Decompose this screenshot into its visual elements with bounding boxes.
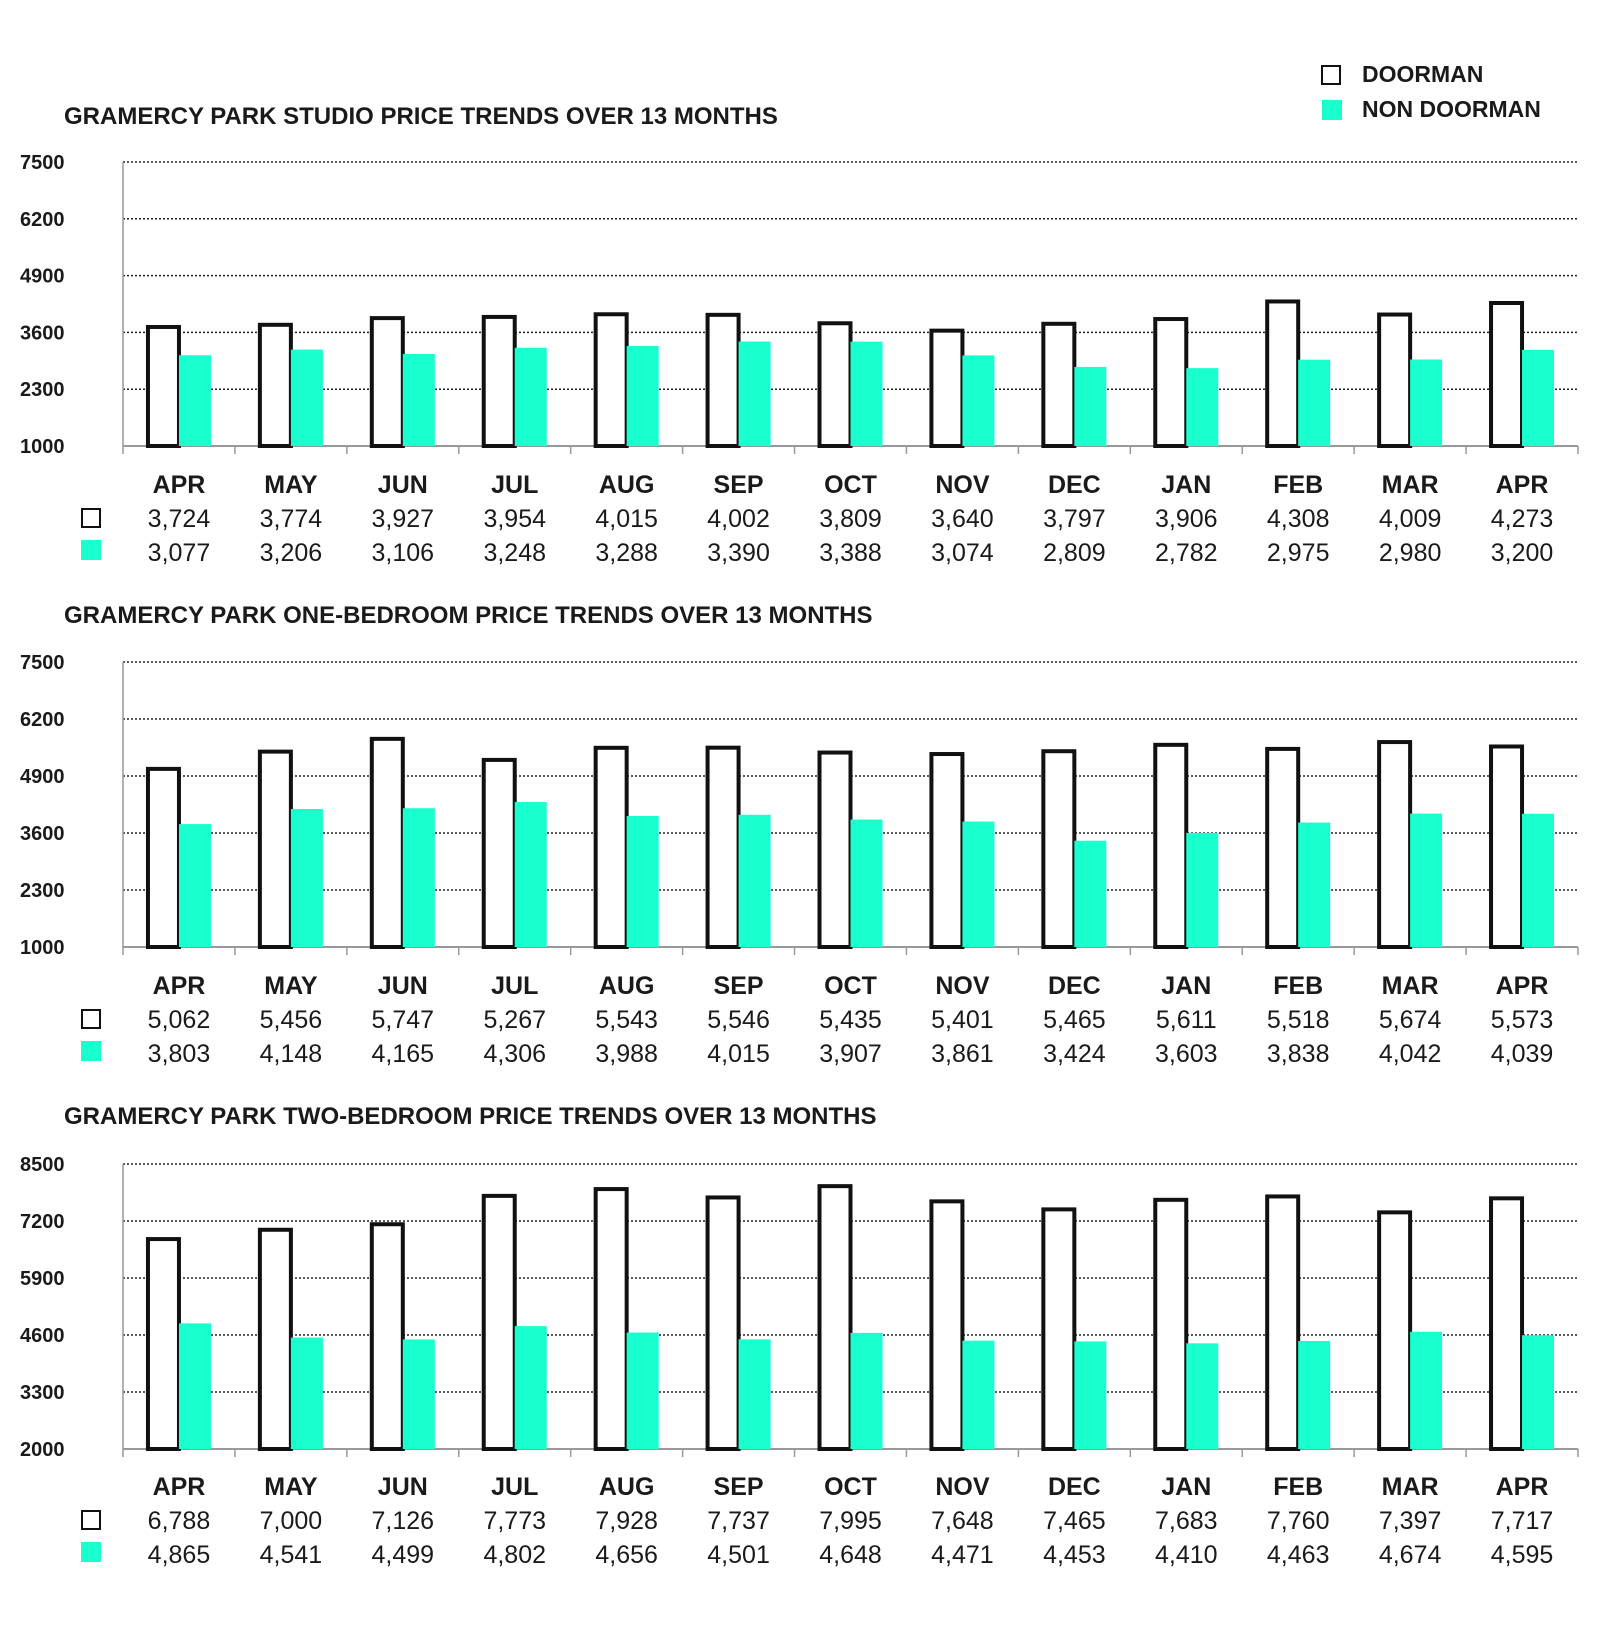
bar-non-doorman [515, 802, 547, 947]
x-category-label: MAR [1381, 1473, 1439, 1501]
value-label-non-doorman: 3,200 [1490, 539, 1554, 567]
value-label-doorman: 7,995 [819, 1507, 882, 1535]
value-label-non-doorman: 2,782 [1154, 539, 1218, 567]
value-label-doorman: 7,000 [259, 1507, 323, 1535]
value-label-non-doorman: 3,248 [483, 539, 547, 567]
bar-non-doorman [739, 342, 771, 446]
x-category-label: AUG [598, 1473, 655, 1501]
value-label-doorman: 5,543 [595, 1006, 658, 1034]
y-tick-label: 6200 [20, 709, 65, 731]
value-label-non-doorman: 4,453 [1043, 1541, 1106, 1569]
bar-non-doorman [1074, 1341, 1106, 1449]
value-label-doorman: 3,954 [483, 505, 547, 533]
y-tick-label: 2000 [20, 1439, 65, 1461]
chart-panel-2 [20, 602, 1578, 1068]
value-label-non-doorman: 3,390 [707, 539, 770, 567]
value-label-doorman: 7,465 [1043, 1507, 1106, 1535]
value-label-doorman: 4,002 [707, 505, 770, 533]
value-label-non-doorman: 3,206 [259, 539, 323, 567]
bar-doorman [1267, 1196, 1298, 1449]
value-label-doorman: 5,546 [707, 1006, 770, 1034]
x-category-label: SEP [713, 471, 764, 499]
row-marker-doorman [82, 1511, 100, 1529]
bar-doorman [708, 1197, 739, 1449]
bar-non-doorman [403, 1339, 435, 1449]
y-tick-label: 4900 [20, 265, 65, 288]
x-category-label: SEP [713, 1473, 764, 1501]
row-marker-non-doorman [81, 540, 101, 560]
bar-doorman [931, 1201, 962, 1449]
y-tick-label: 7200 [20, 1211, 65, 1233]
x-category-label: APR [152, 1473, 206, 1501]
x-category-label: JUL [491, 471, 539, 499]
value-label-doorman: 4,015 [595, 505, 658, 533]
y-tick-label: 7500 [20, 652, 65, 674]
y-tick-label: 4600 [20, 1325, 65, 1347]
value-label-doorman: 7,773 [483, 1507, 547, 1535]
row-marker-doorman [82, 1010, 100, 1028]
x-category-label: JUN [377, 972, 428, 1000]
bar-doorman [596, 1189, 627, 1449]
chart-title: GRAMERCY PARK STUDIO PRICE TRENDS OVER 13 MONTHS [64, 103, 778, 130]
value-label-non-doorman: 3,838 [1266, 1040, 1330, 1068]
value-label-doorman: 3,640 [931, 505, 994, 533]
x-category-label: OCT [824, 471, 877, 499]
y-tick-label: 5900 [20, 1268, 65, 1290]
value-label-non-doorman: 3,603 [1154, 1040, 1218, 1068]
value-label-doorman: 4,308 [1266, 505, 1330, 533]
value-label-doorman: 5,062 [147, 1006, 211, 1034]
bar-doorman [1491, 303, 1522, 446]
x-category-label: APR [1495, 1473, 1549, 1501]
value-label-non-doorman: 3,988 [595, 1040, 658, 1068]
x-category-label: NOV [935, 1473, 990, 1501]
value-label-non-doorman: 3,074 [931, 539, 994, 567]
bar-non-doorman [851, 820, 883, 947]
bar-non-doorman [1298, 1341, 1330, 1449]
value-label-non-doorman: 4,499 [371, 1541, 435, 1569]
bar-doorman [596, 314, 627, 446]
value-label-doorman: 7,648 [931, 1507, 994, 1535]
chart-panel-1 [20, 103, 1578, 567]
value-label-doorman: 5,611 [1155, 1006, 1217, 1034]
value-label-non-doorman: 4,501 [707, 1541, 770, 1569]
row-marker-non-doorman [81, 1542, 101, 1562]
bar-non-doorman [739, 815, 771, 947]
bar-non-doorman [179, 1323, 211, 1449]
value-label-non-doorman: 4,541 [259, 1541, 323, 1569]
bar-non-doorman [1186, 368, 1218, 446]
bar-non-doorman [1410, 814, 1442, 947]
value-label-doorman: 4,009 [1378, 505, 1442, 533]
y-tick-label: 3600 [20, 823, 65, 845]
value-label-non-doorman: 4,148 [259, 1040, 323, 1068]
value-label-doorman: 5,435 [819, 1006, 882, 1034]
value-label-non-doorman: 3,388 [819, 539, 882, 567]
bar-doorman [1043, 324, 1074, 446]
bar-doorman [708, 315, 739, 446]
bar-doorman [1379, 742, 1410, 947]
bar-doorman [1267, 749, 1298, 947]
x-category-label: APR [1495, 471, 1549, 499]
bar-doorman [1155, 1200, 1186, 1449]
bar-non-doorman [739, 1339, 771, 1449]
bar-non-doorman [1522, 814, 1554, 947]
bar-non-doorman [962, 822, 994, 947]
bar-doorman [820, 323, 851, 446]
x-category-label: JUN [377, 1473, 428, 1501]
value-label-non-doorman: 2,809 [1043, 539, 1106, 567]
x-category-label: AUG [598, 471, 655, 499]
value-label-non-doorman: 4,463 [1266, 1541, 1330, 1569]
value-label-non-doorman: 4,015 [707, 1040, 770, 1068]
value-label-doorman: 7,126 [371, 1507, 435, 1535]
value-label-doorman: 7,683 [1154, 1507, 1218, 1535]
bar-non-doorman [962, 1341, 994, 1449]
y-tick-label: 1000 [20, 937, 65, 959]
bar-doorman [1491, 746, 1522, 947]
value-label-doorman: 3,906 [1154, 505, 1218, 533]
x-category-label: JUN [377, 471, 428, 499]
y-tick-label: 3600 [20, 322, 65, 345]
x-category-label: MAY [264, 471, 318, 499]
bar-doorman [820, 1186, 851, 1449]
bar-non-doorman [1186, 1343, 1218, 1449]
value-label-non-doorman: 4,802 [483, 1541, 547, 1569]
bar-non-doorman [851, 1333, 883, 1449]
value-label-doorman: 5,267 [483, 1006, 547, 1034]
value-label-doorman: 7,928 [595, 1507, 658, 1535]
value-label-doorman: 5,573 [1490, 1006, 1554, 1034]
bar-non-doorman [1410, 359, 1442, 446]
y-tick-label: 4900 [20, 766, 65, 788]
value-label-doorman: 7,717 [1490, 1507, 1554, 1535]
value-label-non-doorman: 4,595 [1490, 1541, 1554, 1569]
value-label-non-doorman: 2,980 [1378, 539, 1442, 567]
value-label-doorman: 3,724 [147, 505, 211, 533]
value-label-doorman: 5,456 [259, 1006, 323, 1034]
bar-doorman [1267, 301, 1298, 446]
bar-non-doorman [291, 350, 323, 446]
legend [1322, 61, 1541, 122]
bar-doorman [820, 753, 851, 947]
bar-non-doorman [179, 355, 211, 446]
value-label-non-doorman: 3,907 [819, 1040, 882, 1068]
x-category-label: APR [152, 972, 206, 1000]
value-label-non-doorman: 3,106 [371, 539, 435, 567]
value-label-non-doorman: 4,865 [147, 1541, 211, 1569]
value-label-non-doorman: 4,306 [483, 1040, 547, 1068]
x-category-label: JAN [1161, 471, 1212, 499]
bar-doorman [260, 752, 291, 947]
value-label-non-doorman: 3,077 [147, 539, 211, 567]
x-category-label: JAN [1161, 1473, 1212, 1501]
bar-doorman [260, 1230, 291, 1449]
bar-doorman [1155, 745, 1186, 947]
x-category-label: FEB [1273, 972, 1324, 1000]
value-label-doorman: 7,760 [1266, 1507, 1330, 1535]
bar-non-doorman [515, 1326, 547, 1449]
x-category-label: DEC [1047, 471, 1101, 499]
x-category-label: FEB [1273, 1473, 1324, 1501]
value-label-non-doorman: 3,803 [147, 1040, 211, 1068]
x-category-label: APR [152, 471, 206, 499]
x-category-label: SEP [713, 972, 764, 1000]
value-label-doorman: 7,397 [1378, 1507, 1442, 1535]
value-label-doorman: 3,809 [819, 505, 882, 533]
bar-non-doorman [179, 824, 211, 947]
bar-non-doorman [515, 348, 547, 446]
bar-non-doorman [627, 346, 659, 446]
x-category-label: JUL [491, 1473, 539, 1501]
bar-non-doorman [627, 1333, 659, 1449]
y-tick-label: 2300 [20, 880, 65, 902]
bar-non-doorman [1522, 1335, 1554, 1449]
y-tick-label: 7500 [20, 152, 65, 174]
x-category-label: MAR [1381, 471, 1439, 499]
bar-doorman [1379, 315, 1410, 446]
value-label-non-doorman: 2,975 [1266, 539, 1330, 567]
x-category-label: OCT [824, 972, 877, 1000]
row-marker-doorman [82, 509, 100, 527]
bar-doorman [372, 739, 403, 947]
y-tick-label: 1000 [20, 436, 65, 458]
value-label-doorman: 5,518 [1266, 1006, 1330, 1034]
bar-non-doorman [1074, 841, 1106, 947]
bar-non-doorman [403, 354, 435, 446]
bar-non-doorman [403, 808, 435, 947]
value-label-doorman: 5,401 [931, 1006, 994, 1034]
value-label-non-doorman: 4,674 [1378, 1541, 1442, 1569]
value-label-non-doorman: 4,656 [595, 1541, 658, 1569]
value-label-doorman: 5,747 [371, 1006, 435, 1034]
x-category-label: MAY [264, 972, 318, 1000]
x-category-label: DEC [1047, 972, 1101, 1000]
y-tick-label: 8500 [20, 1154, 65, 1176]
value-label-non-doorman: 4,042 [1378, 1040, 1442, 1068]
bar-non-doorman [627, 816, 659, 947]
bar-non-doorman [1522, 350, 1554, 446]
bar-non-doorman [851, 342, 883, 446]
value-label-doorman: 3,927 [371, 505, 435, 533]
bar-doorman [484, 317, 515, 446]
x-category-label: AUG [598, 972, 655, 1000]
chart-title: GRAMERCY PARK TWO-BEDROOM PRICE TRENDS OVER 13 MONTHS [64, 1103, 877, 1130]
bar-doorman [372, 318, 403, 446]
bar-doorman [148, 769, 179, 947]
chart-panel-3 [20, 1103, 1578, 1569]
value-label-non-doorman: 4,165 [371, 1040, 435, 1068]
value-label-doorman: 5,465 [1043, 1006, 1106, 1034]
value-label-doorman: 5,674 [1378, 1006, 1442, 1034]
bar-doorman [1155, 319, 1186, 446]
bar-doorman [484, 1196, 515, 1449]
value-label-non-doorman: 4,471 [931, 1541, 994, 1569]
bar-non-doorman [291, 1338, 323, 1449]
bar-doorman [1043, 751, 1074, 947]
bar-doorman [596, 748, 627, 947]
legend-doorman-swatch [1322, 66, 1340, 84]
bar-doorman [260, 325, 291, 446]
bar-non-doorman [1298, 823, 1330, 947]
bar-doorman [484, 760, 515, 947]
x-category-label: APR [1495, 972, 1549, 1000]
x-category-label: OCT [824, 1473, 877, 1501]
y-tick-label: 3300 [20, 1382, 65, 1404]
legend-non-doorman-swatch [1322, 100, 1342, 120]
value-label-non-doorman: 4,410 [1154, 1541, 1218, 1569]
bar-doorman [1491, 1198, 1522, 1449]
bar-doorman [148, 1239, 179, 1449]
y-tick-label: 2300 [20, 379, 65, 402]
chart-title: GRAMERCY PARK ONE-BEDROOM PRICE TRENDS OVER 13 MONTHS [64, 602, 873, 629]
bar-doorman [148, 327, 179, 446]
value-label-non-doorman: 3,424 [1043, 1040, 1106, 1068]
bar-doorman [708, 748, 739, 947]
x-category-label: JAN [1161, 972, 1212, 1000]
x-category-label: DEC [1047, 1473, 1101, 1501]
value-label-non-doorman: 3,288 [595, 539, 658, 567]
charts-container [20, 103, 1578, 1569]
bar-doorman [1379, 1212, 1410, 1449]
x-category-label: MAY [264, 1473, 318, 1501]
bar-doorman [1043, 1209, 1074, 1449]
bar-non-doorman [1410, 1332, 1442, 1449]
value-label-doorman: 3,774 [259, 505, 323, 533]
value-label-doorman: 6,788 [147, 1507, 211, 1535]
legend-non-doorman-label: NON DOORMAN [1362, 96, 1541, 122]
y-tick-label: 6200 [20, 208, 65, 231]
x-category-label: NOV [935, 972, 990, 1000]
bar-doorman [931, 331, 962, 446]
value-label-non-doorman: 4,648 [819, 1541, 882, 1569]
bar-doorman [931, 754, 962, 947]
row-marker-non-doorman [81, 1041, 101, 1061]
bar-non-doorman [291, 809, 323, 947]
bar-non-doorman [962, 355, 994, 446]
bar-non-doorman [1186, 833, 1218, 947]
legend-doorman-label: DOORMAN [1362, 61, 1484, 87]
value-label-non-doorman: 4,039 [1490, 1040, 1554, 1068]
value-label-doorman: 3,797 [1043, 505, 1106, 533]
value-label-doorman: 4,273 [1490, 505, 1554, 533]
x-category-label: FEB [1273, 471, 1324, 499]
x-category-label: NOV [935, 471, 990, 499]
x-category-label: JUL [491, 972, 539, 1000]
x-category-label: MAR [1381, 972, 1439, 1000]
bar-non-doorman [1298, 360, 1330, 446]
value-label-doorman: 7,737 [707, 1507, 770, 1535]
value-label-non-doorman: 3,861 [931, 1040, 994, 1068]
bar-doorman [372, 1224, 403, 1449]
bar-non-doorman [1074, 367, 1106, 446]
